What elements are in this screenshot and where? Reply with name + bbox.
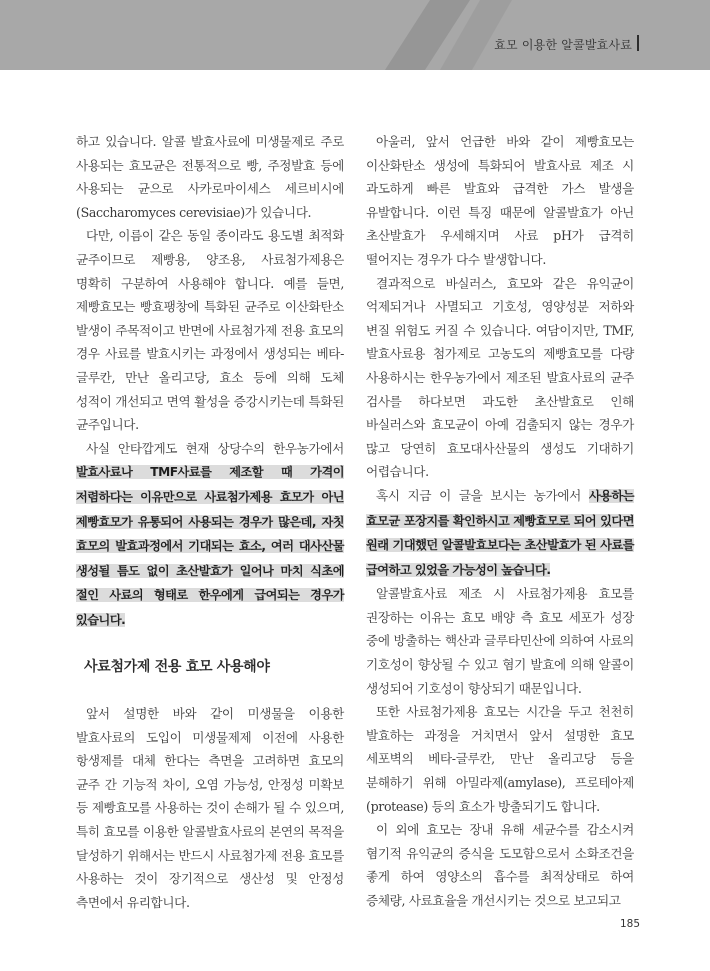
left-paragraph-2: 다만, 이름이 같은 동일 종이라도 용도별 최적화 균주이므로 제빵용, 양조용, 사료첨가제용은 명확히 구분하여 사용해야 합니다. 예를 들면, 제빵효모는 빵효팽창에 특화된 균주로 이산화탄소 발생이 주목적이고 반면에 사료첨가제 전용 효모의 경우 사료를 발효시키는 과정에서 생성되는 베타-글루칸, 만난 올리고당, 효소 등에 의해 도체 성적이 개선되고 면역 활성을 증강시키는데 특화된 균주입니다. (76, 228, 344, 433)
left-paragraph-3 (76, 437, 344, 633)
header-divider-bar (637, 35, 639, 51)
right-column (366, 130, 634, 913)
left-paragraph-1: 하고 있습니다. 알콜 발효사료에 미생물제로 주로 사용되는 효모균은 전통적으로 빵, 주정발효 등에 사용되는 균으로 사카로마이세스 세르비시에(Saccharomyces cerevisiae)가 있습니다. (76, 134, 344, 220)
running-header-title: 효모 이용한 알콜발효사료 (494, 38, 632, 52)
left-paragraph-3-plain: 사실 안타깝게도 현재 상당수의 한우농가에서 (86, 440, 344, 456)
left-paragraph-4: 앞서 설명한 바와 같이 미생물을 이용한 발효사료의 도입이 미생물제제 이전에 사용한 항생제를 대체 한다는 측면을 고려하면 효모의 균주 간 기능적 차이, 오염 가능성, 안정성 미확보 등 제빵효모를 사용하는 것이 손해가 될 수 있으며, 특히 효모를 이용한 알콜발효사료의 본연의 목적을 달성하기 위해서는 반드시 사료첨가제 전용 효모를 사용하는 것이 장기적으로 생산성 및 안정성 측면에서 유리합니다. (76, 706, 344, 910)
page-number: 185 (620, 918, 641, 930)
page-header (0, 0, 710, 70)
right-paragraph-3-plain: 혹시 지금 이 글을 보시는 농가에서 (376, 487, 589, 503)
right-paragraph-2: 결과적으로 바실러스, 효모와 같은 유익균이 억제되거나 사멸되고 기호성, 영양성분 저하와 변질 위험도 커질 수 있습니다. 여담이지만, TMF, 발효사료용 첨가제로 고농도의 제빵효모를 다량 사용하시는 한우농가에서 제조된 발효사료의 균주 검사를 하다보면 과도한 초산발효로 인해 바실러스와 효모균이 아예 검출되지 않는 경우가 많고 당연히 효모대사산물의 생성도 기대하기 어렵습니다. (366, 275, 634, 480)
right-paragraph-6: 이 외에 효모는 장내 유해 세균수를 감소시켜 혐기적 유익균의 증식을 도모함으로서 소화조건을 좋게 하여 영양소의 흡수를 최적상태로 하여 증체량, 사료효율을 개선시키는 것으로 보고되고 (366, 822, 634, 908)
right-paragraph-4: 알콜발효사료 제조 시 사료첨가제용 효모를 권장하는 이유는 효모 배양 측 효모 세포가 성장 중에 방출하는 핵산과 글루타민산에 의하여 사료의 기호성이 향상될 수 있고 혐기 발효에 의해 알콜이 생성되어 기호성이 향상되기 때문입니다. (366, 586, 634, 696)
right-paragraph-1: 아울러, 앞서 언급한 바와 같이 제빵효모는 이산화탄소 생성에 특화되어 발효사료 제조 시 과도하게 빠른 발효와 급격한 가스 발생을 유발합니다. 이런 특징 때문에 알콜발효가 아닌 초산발효가 우세해지며 사료 pH가 급격히 떨어지는 경우가 다수 발생합니다. (366, 134, 634, 267)
left-highlight-text: 발효사료나 TMF사료를 제조할 때 가격이 저렴하다는 이유만으로 사료첨가제용 효모가 아닌 제빵효모가 유통되어 사용되는 경우가 많은데, 자칫 효모의 발효과정에서 기대되는 효소, 여러 대사산물 생성될 틈도 없이 초산발효가 일어나 마치 식초에 절인 사료의 형태로 한우에게 급여되는 경우가 있습니다. (76, 465, 344, 627)
header-decor-stripe (0, 0, 710, 70)
left-column (76, 130, 344, 914)
right-paragraph-3 (366, 484, 634, 582)
section-subheading: 사료첨가제 전용 효모 사용해야 (84, 659, 270, 676)
right-paragraph-5: 또한 사료첨가제용 효모는 시간을 두고 천천히 발효하는 과정을 거치면서 앞서 설명한 효모 세포벽의 베타-글루칸, 만난 올리고당 등을 분해하기 위해 아밀라제(amylase), 프로테아제(protease) 등의 효소가 방출되기도 합니다. (366, 704, 634, 814)
right-highlight-text: 사용하는 효모균 포장지를 확인하시고 제빵효모로 되어 있다면 원래 기대했던 알콜발효보다는 초산발효가 된 사료를 급여하고 있었을 가능성이 높습니다. (366, 488, 634, 577)
